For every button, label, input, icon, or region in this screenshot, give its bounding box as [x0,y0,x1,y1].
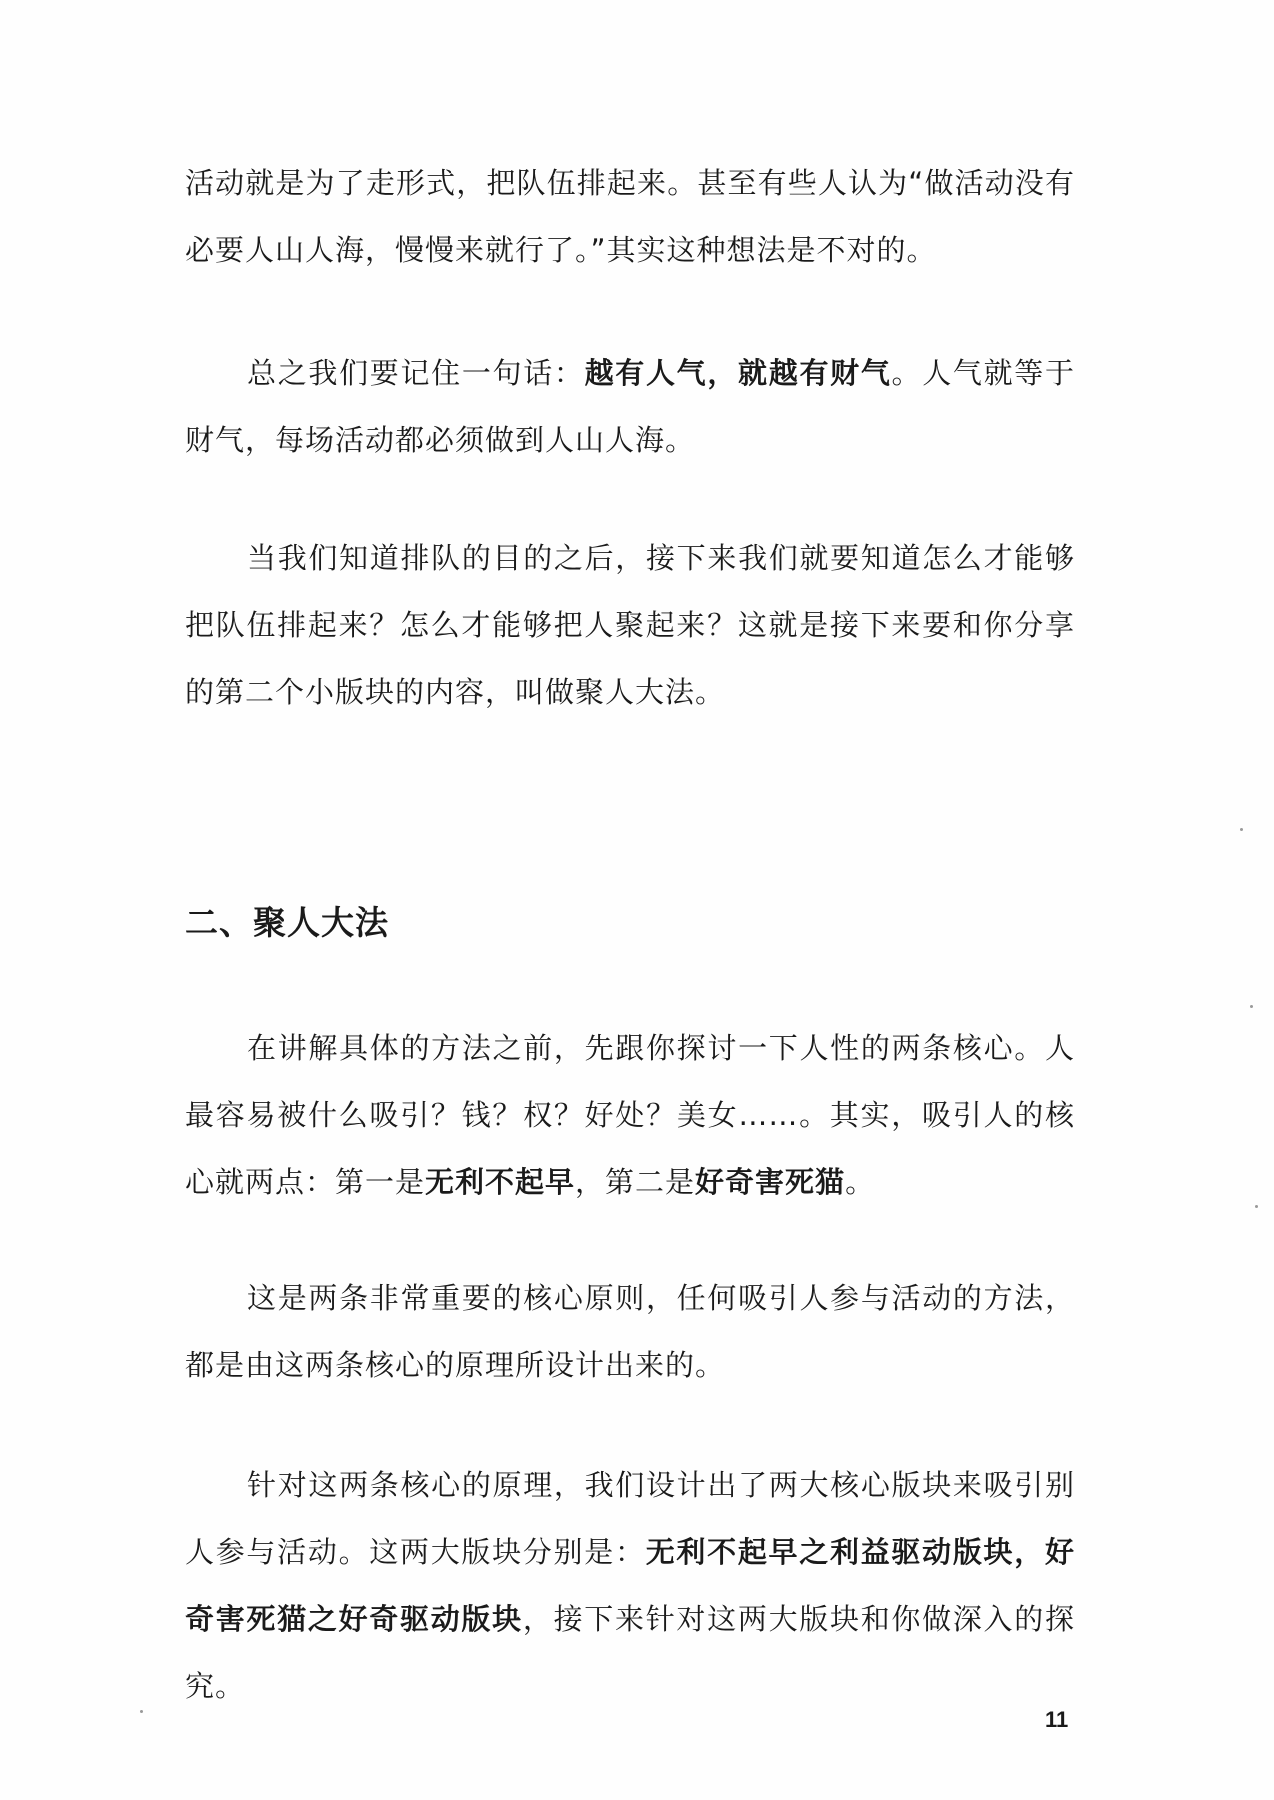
body-text: 活动就是为了走形式，把队伍排起来。甚至有些人认为“做活动没有必要人山人海，慢慢来就行了。”其实这种想法是不对的。 [185,166,1075,267]
body-text: 总之我们要记住一句话： [247,356,585,390]
emphasis-text: 无利不起早之利益驱动版块，好奇害死猫之好奇驱动版块 [185,1535,1075,1636]
body-text: ，第二是 [575,1165,696,1199]
paragraph-1 [185,150,1075,284]
paragraph-3 [185,525,1075,726]
body-text: 。人气就等于财气，每场活动都必须做到人山人海。 [185,356,1075,457]
page-number: 11 [1045,1707,1069,1732]
scan-speck [140,1710,143,1713]
body-text: 。 [845,1165,876,1199]
section-heading: 二、聚人大法 [185,903,389,942]
paragraph-5 [185,1265,1075,1399]
scan-speck [1250,1005,1253,1008]
body-text: 当我们知道排队的目的之后，接下来我们就要知道怎么才能够把队伍排起来？怎么才能够把人聚起来？这就是接下来要和你分享的第二个小版块的内容，叫做聚人大法。 [185,541,1075,709]
paragraph-2 [185,340,1075,474]
emphasis-text: 无利不起早 [425,1165,576,1199]
paragraph-6 [185,1452,1075,1720]
emphasis-text: 好奇害死猫 [695,1165,846,1199]
emphasis-text: 越有人气，就越有财气 [584,356,892,390]
paragraph-4 [185,1015,1075,1216]
body-text: 这是两条非常重要的核心原则，任何吸引人参与活动的方法，都是由这两条核心的原理所设计出来的。 [185,1281,1075,1382]
body-text: 在讲解具体的方法之前，先跟你探讨一下人性的两条核心。人最容易被什么吸引？钱？权？好处？美女……。其实，吸引人的核心就两点：第一是 [185,1031,1075,1199]
body-text: 针对这两条核心的原理，我们设计出了两大核心版块来吸引别人参与活动。这两大版块分别是： [185,1468,1075,1569]
body-text: ，接下来针对这两大版块和你做深入的探究。 [185,1602,1075,1703]
scan-speck [1240,828,1243,831]
scan-speck [1255,1205,1258,1208]
